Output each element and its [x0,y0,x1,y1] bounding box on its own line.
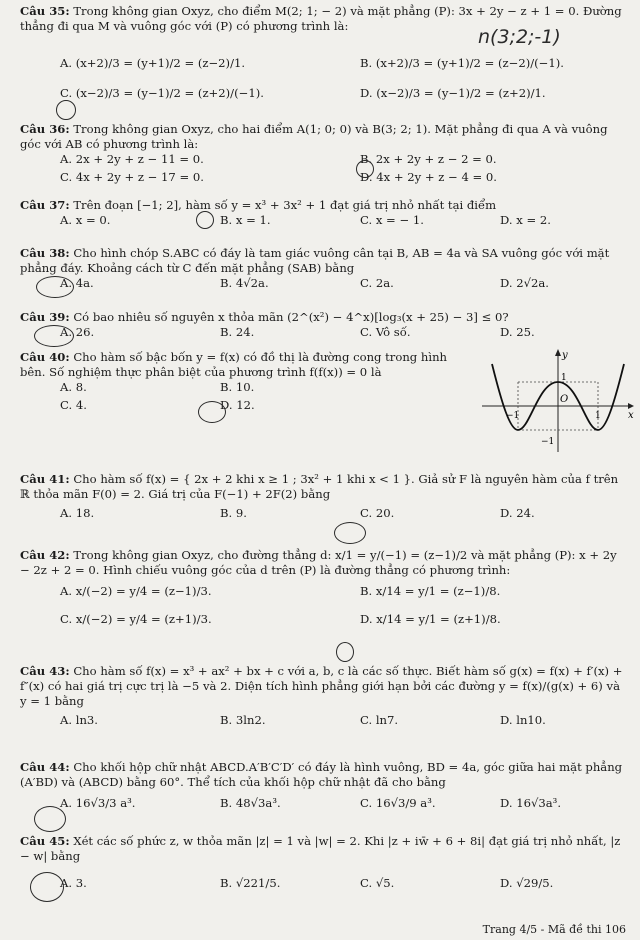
question-41 [20,472,630,524]
option-c[interactable]: C. 16√3/9 a³. [360,796,436,810]
answer-circle [336,642,354,662]
question-number: Câu 38: [20,246,70,260]
question-39 [20,310,630,343]
option-b[interactable]: B. √221/5. [220,876,281,890]
option-d[interactable]: D. ln10. [500,713,546,727]
answer-circle [36,276,74,298]
question-text: Cho hàm số bậc bốn y = f(x) có đồ thị là đường cong trong hình bên. Số nghiệm thực phân biệt của phương trình f(f(x)) = 0 là [20,350,448,379]
quartic-graph [478,344,638,456]
option-d[interactable]: D. x/14 = y/1 = (z+1)/8. [360,612,501,626]
question-45 [20,834,630,894]
answer-circle [198,401,226,423]
question-number: Câu 42: [20,548,70,562]
option-c[interactable]: C. ln7. [360,713,399,727]
option-a[interactable]: A. 8. [60,380,87,394]
question-text: Cho khối hộp chữ nhật ABCD.A′B′C′D′ có đáy là hình vuông, BD = 4a, góc giữa hai mặt phẳng (A′BD) và (ABCD) bằng 60°. Thể tích của khối hộp chữ nhật đã cho bằng [20,760,623,789]
answer-circle [356,160,374,178]
question-38 [20,246,630,294]
question-number: Câu 43: [20,664,70,678]
option-d[interactable]: D. x = 2. [500,213,551,227]
option-a[interactable]: A. 2x + 2y + z − 11 = 0. [60,152,204,166]
question-number: Câu 41: [20,472,70,486]
question-text: Xét các số phức z, w thỏa mãn |z| = 1 và |w| = 2. Khi |z + iw̄ + 6 + 8i| đạt giá trị nhỏ nhất, |z − w| bằng [20,834,621,863]
question-42 [20,548,630,630]
option-d[interactable]: D. 25. [500,325,535,339]
question-36 [20,122,630,188]
option-b[interactable]: B. x/14 = y/1 = (z−1)/8. [360,584,501,598]
option-d[interactable]: D. (x−2)/3 = (y−1)/2 = (z+2)/1. [360,86,546,100]
option-c[interactable]: C. 20. [360,506,395,520]
option-c[interactable]: C. x = − 1. [360,213,424,227]
question-text: Cho hàm số f(x) = x³ + ax² + bx + c với a, b, c là các số thực. Biết hàm số g(x) = f(x) + f′(x) + f″(x) có hai giá trị cực trị là −5 và 2. Diện tích hình phẳng giới hạn bởi các đường y = f(x)/(g(x) + 6) và y = 1 bằng [20,664,623,708]
option-d[interactable]: D. 4x + 2y + z − 4 = 0. [360,170,497,184]
option-c[interactable]: C. (x−2)/3 = (y−1)/2 = (z+2)/(−1). [60,86,264,100]
answer-circle [196,211,214,229]
option-b[interactable]: B. x = 1. [220,213,271,227]
question-44 [20,760,630,814]
question-text: Cho hình chóp S.ABC có đáy là tam giác vuông cân tại B, AB = 4a và SA vuông góc với mặt phẳng đáy. Khoảng cách từ C đến mặt phẳng (SAB) bằng [20,246,610,275]
option-c[interactable]: C. 2a. [360,276,394,290]
question-35 [20,4,630,104]
handwritten-note: n(3;2;-1) [478,26,561,48]
y-label: y [562,350,568,361]
option-b[interactable]: B. 4√2a. [220,276,269,290]
option-a[interactable]: A. x = 0. [60,213,111,227]
answer-circle [56,100,76,120]
x-label: x [628,410,634,421]
question-40 [20,350,470,416]
option-b[interactable]: B. (x+2)/3 = (y+1)/2 = (z−2)/(−1). [360,56,564,70]
question-text: Có bao nhiêu số nguyên x thỏa mãn (2^(x²) − 4^x)[log₃(x + 25) − 3] ≤ 0? [73,310,509,324]
answer-circle [334,522,366,544]
option-c[interactable]: C. Vô số. [360,325,411,339]
option-d[interactable]: D. √29/5. [500,876,554,890]
option-a[interactable]: A. 26. [60,325,95,339]
question-number: Câu 37: [20,198,70,212]
question-number: Câu 35: [20,4,70,18]
question-43 [20,664,630,731]
tick-label: 1 [595,411,601,421]
question-text: Trong không gian Oxyz, cho đường thẳng d: x/1 = y/(−1) = (z−1)/2 và mặt phẳng (P): x + 2y − 2z + 2 = 0. Hình chiếu vuông góc của d trên (P) là đường thẳng có phương trình: [20,548,617,577]
question-number: Câu 36: [20,122,70,136]
tick-label: −1 [541,437,555,447]
option-b[interactable]: B. 24. [220,325,255,339]
option-b[interactable]: B. 9. [220,506,247,520]
option-b[interactable]: B. 2x + 2y + z − 2 = 0. [360,152,497,166]
answer-circle [30,872,64,902]
option-d[interactable]: D. 2√2a. [500,276,549,290]
option-a[interactable]: A. 3. [60,876,87,890]
option-b[interactable]: B. 10. [220,380,255,394]
option-a[interactable]: A. x/(−2) = y/4 = (z−1)/3. [60,584,212,598]
question-number: Câu 39: [20,310,70,324]
question-text: Trên đoạn [−1; 2], hàm số y = x³ + 3x² + 1 đạt giá trị nhỏ nhất tại điểm [73,198,497,212]
option-a[interactable]: A. 4a. [60,276,94,290]
question-text: Cho hàm số f(x) = { 2x + 2 khi x ≥ 1 ; 3x² + 1 khi x < 1 }. Giả sử F là nguyên hàm của f trên ℝ thỏa mãn F(0) = 2. Giá trị của F(−1) + 2F(2) bằng [20,472,619,501]
tick-label: −1 [506,411,520,421]
page-footer: Trang 4/5 - Mã đề thi 106 [482,923,626,936]
option-a[interactable]: A. 16√3/3 a³. [60,796,136,810]
y-axis-arrow [555,349,561,356]
answer-circle [34,325,74,347]
option-d[interactable]: D. 12. [220,398,255,412]
option-b[interactable]: B. 48√3a³. [220,796,281,810]
x-axis-arrow [628,403,634,409]
option-c[interactable]: C. x/(−2) = y/4 = (z+1)/3. [60,612,212,626]
question-number: Câu 44: [20,760,70,774]
question-number: Câu 40: [20,350,70,364]
tick-label: 1 [561,373,567,383]
option-d[interactable]: D. 16√3a³. [500,796,562,810]
question-number: Câu 45: [20,834,70,848]
option-b[interactable]: B. 3ln2. [220,713,266,727]
option-a[interactable]: A. (x+2)/3 = (y+1)/2 = (z−2)/1. [60,56,246,70]
question-37 [20,198,630,231]
option-a[interactable]: A. 18. [60,506,95,520]
option-c[interactable]: C. 4. [60,398,87,412]
option-c[interactable]: C. 4x + 2y + z − 17 = 0. [60,170,204,184]
option-a[interactable]: A. ln3. [60,713,98,727]
question-text: Trong không gian Oxyz, cho điểm M(2; 1; − 2) và mặt phẳng (P): 3x + 2y − z + 1 = 0. Đường thẳng đi qua M và vuông góc với (P) có phương trình là: [20,4,622,33]
origin-label: O [560,394,569,405]
question-text: Trong không gian Oxyz, cho hai điểm A(1; 0; 0) và B(3; 2; 1). Mặt phẳng đi qua A và vuông góc với AB có phương trình là: [20,122,608,151]
option-c[interactable]: C. √5. [360,876,395,890]
option-d[interactable]: D. 24. [500,506,535,520]
answer-circle [34,806,66,832]
